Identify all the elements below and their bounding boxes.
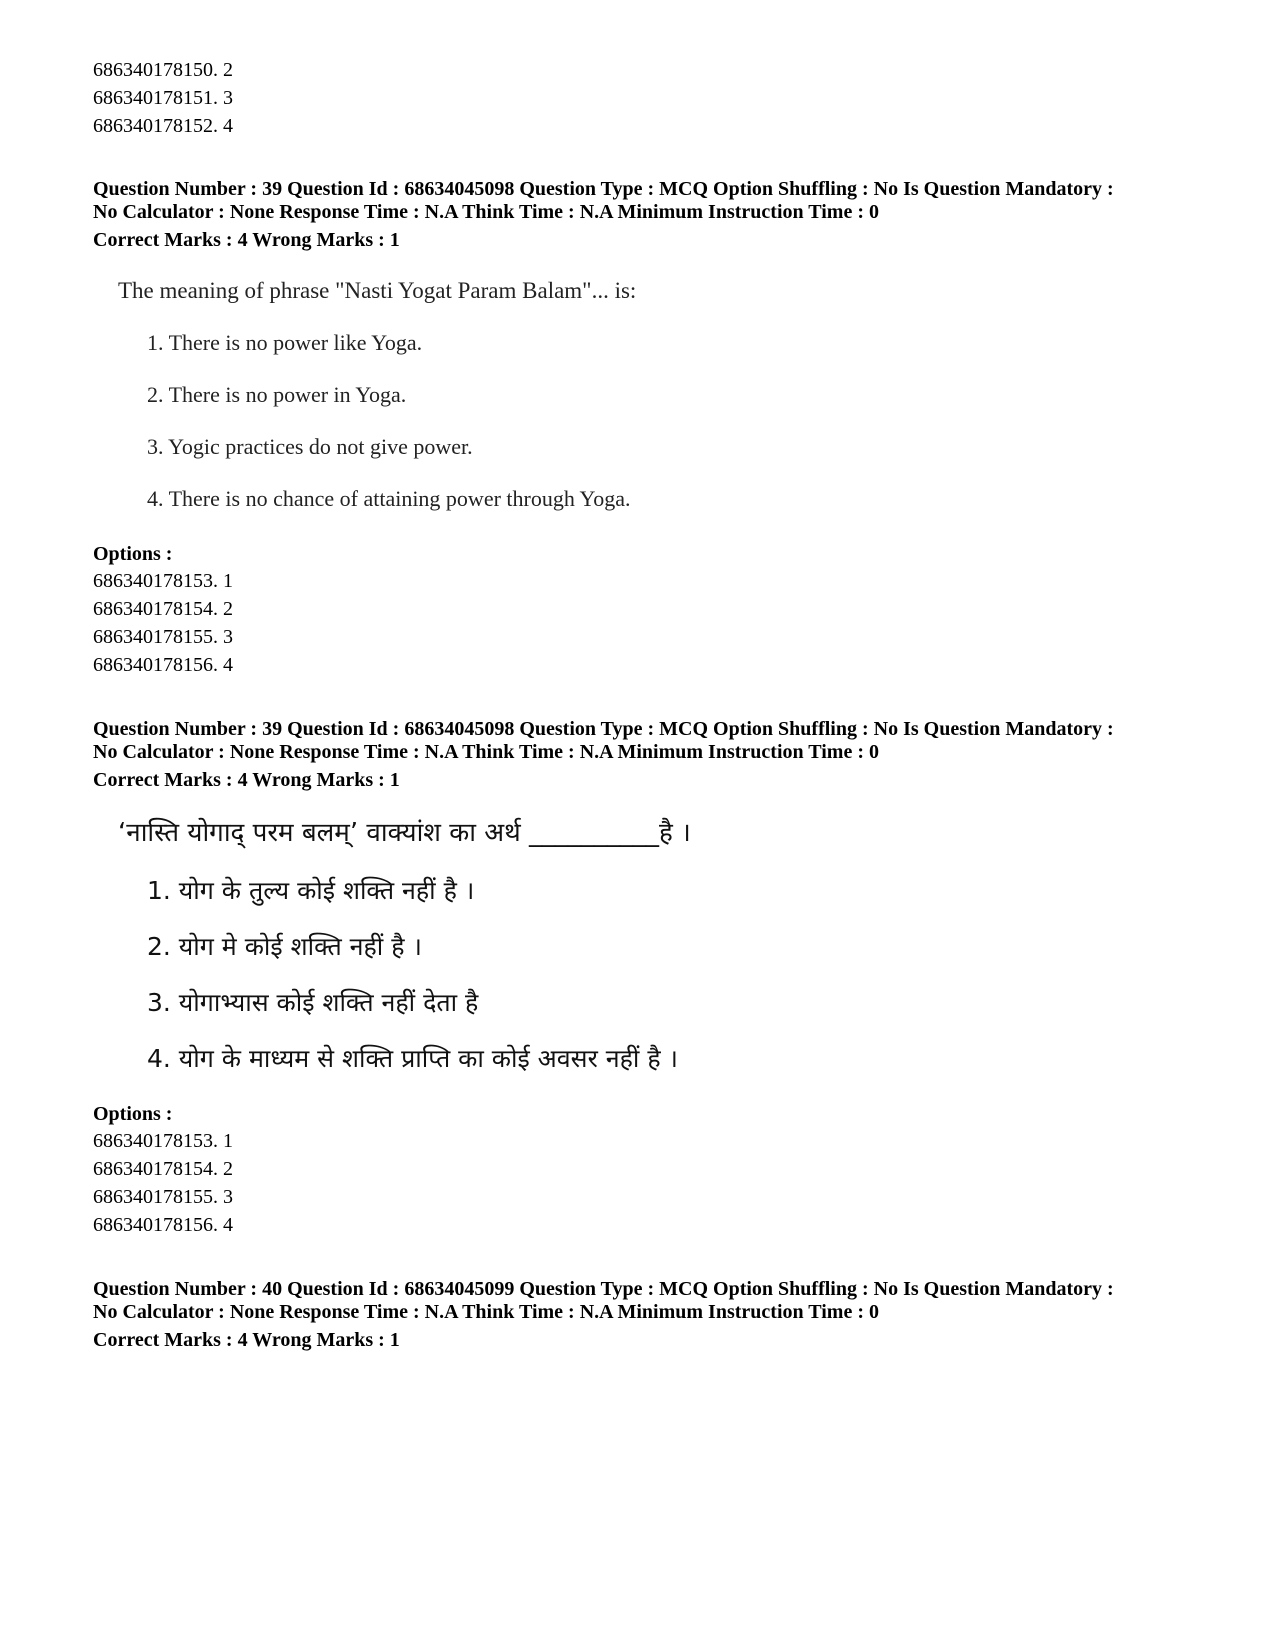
- question-stem: The meaning of phrase "Nasti Yogat Param Balam"... is:: [118, 278, 637, 303]
- question-header: Question Number : 39 Question Id : 68634045098 Question Type : MCQ Option Shuffling : No Is Question Mandatory :: [93, 718, 1114, 740]
- question-choice: 3. योगाभ्यास कोई शक्ति नहीं देता है: [147, 988, 479, 1017]
- question-choice: 2. योग मे कोई शक्ति नहीं है ।: [147, 932, 422, 961]
- option-line: 686340178151. 3: [93, 87, 233, 109]
- question-header: Question Number : 40 Question Id : 68634045099 Question Type : MCQ Option Shuffling : No Is Question Mandatory :: [93, 1278, 1114, 1300]
- option-line: 686340178153. 1: [93, 1130, 233, 1152]
- option-line: 686340178153. 1: [93, 570, 233, 592]
- options-label: Options :: [93, 543, 173, 565]
- question-header: No Calculator : None Response Time : N.A Think Time : N.A Minimum Instruction Time : 0: [93, 201, 879, 223]
- question-choice: 4. योग के माध्यम से शक्ति प्राप्ति का कोई अवसर नहीं है ।: [147, 1044, 679, 1073]
- option-line: 686340178156. 4: [93, 1214, 233, 1236]
- question-choice: 1. There is no power like Yoga.: [147, 330, 423, 355]
- option-line: 686340178154. 2: [93, 1158, 233, 1180]
- question-choice: 2. There is no power in Yoga.: [147, 382, 407, 407]
- question-header: No Calculator : None Response Time : N.A Think Time : N.A Minimum Instruction Time : 0: [93, 741, 879, 763]
- question-marks: Correct Marks : 4 Wrong Marks : 1: [93, 229, 400, 251]
- question-choice: 4. There is no chance of attaining power through Yoga.: [147, 486, 631, 511]
- option-line: 686340178154. 2: [93, 598, 233, 620]
- question-header: Question Number : 39 Question Id : 68634045098 Question Type : MCQ Option Shuffling : No Is Question Mandatory :: [93, 178, 1114, 200]
- question-choice: 3. Yogic practices do not give power.: [147, 434, 473, 459]
- option-line: 686340178152. 4: [93, 115, 233, 137]
- option-line: 686340178150. 2: [93, 59, 233, 81]
- option-line: 686340178155. 3: [93, 1186, 233, 1208]
- question-header: No Calculator : None Response Time : N.A Think Time : N.A Minimum Instruction Time : 0: [93, 1301, 879, 1323]
- options-label: Options :: [93, 1103, 173, 1125]
- option-line: 686340178156. 4: [93, 654, 233, 676]
- question-choice: 1. योग के तुल्य कोई शक्ति नहीं है ।: [147, 876, 475, 905]
- question-stem: ‘नास्ति योगाद् परम बलम्’ वाक्यांश का अर्थ __________है ।: [118, 818, 691, 848]
- option-line: 686340178155. 3: [93, 626, 233, 648]
- question-marks: Correct Marks : 4 Wrong Marks : 1: [93, 1329, 400, 1351]
- question-marks: Correct Marks : 4 Wrong Marks : 1: [93, 769, 400, 791]
